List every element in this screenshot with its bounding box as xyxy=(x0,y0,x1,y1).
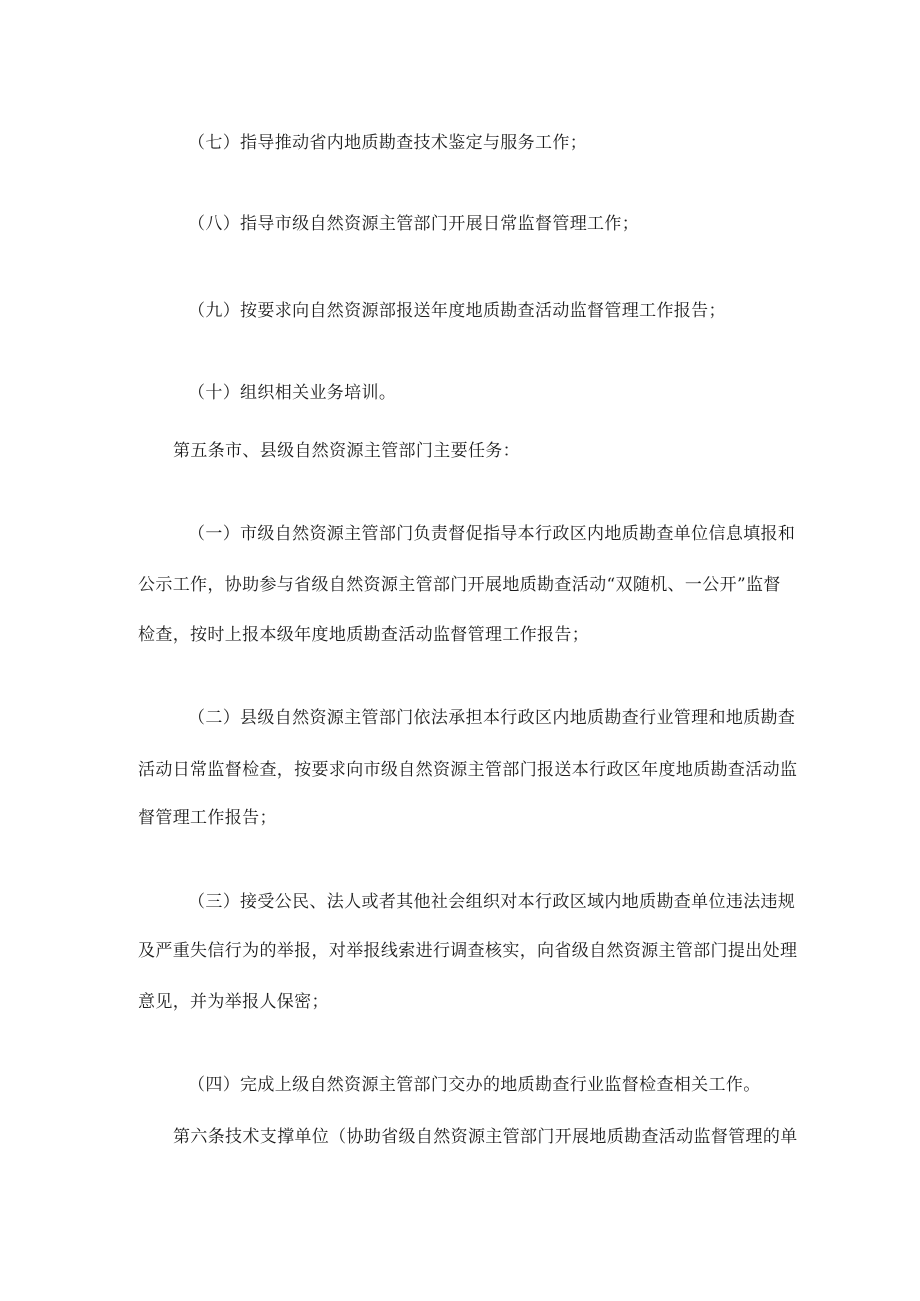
item-7-line: （七）指导推动省内地质勘查技术鉴定与服务工作； xyxy=(188,133,588,153)
item-10-line: （十）组织相关业务培训。 xyxy=(188,383,397,403)
article-5-item-1-line-2: 公示工作，协助参与省级自然资源主管部门开展地质勘查活动“双随机、一公开”监督 xyxy=(138,575,781,595)
article-6-heading-line: 第六条技术支撑单位（协助省级自然资源主管部门开展地质勘查活动监督管理的单 xyxy=(173,1127,798,1147)
article-5-heading: 第五条市、县级自然资源主管部门主要任务： xyxy=(173,441,520,461)
article-5-item-3-line-2: 及严重失信行为的举报，对举报线索进行调查核实，向省级自然资源主管部门提出处理 xyxy=(138,941,798,961)
article-5-item-4-line: （四）完成上级自然资源主管部门交办的地质勘查行业监督检查相关工作。 xyxy=(188,1075,761,1095)
article-5-item-1-line-1: （一）市级自然资源主管部门负责督促指导本行政区内地质勘查单位信息填报和 xyxy=(188,524,796,544)
article-5-item-3-line-1: （三）接受公民、法人或者其他社会组织对本行政区域内地质勘查单位违法违规 xyxy=(188,892,796,912)
article-5-item-2-line-3: 督管理工作报告； xyxy=(138,808,277,828)
article-5-item-1-line-3: 检查，按时上报本级年度地质勘查活动监督管理工作报告； xyxy=(138,625,590,645)
article-5-item-3-line-3: 意见，并为举报人保密； xyxy=(138,992,329,1012)
item-8-line: （八）指导市级自然资源主管部门开展日常监督管理工作； xyxy=(188,214,640,234)
article-5-item-2-line-1: （二）县级自然资源主管部门依法承担本行政区内地质勘查行业管理和地质勘查 xyxy=(188,708,796,728)
item-9-line: （九）按要求向自然资源部报送年度地质勘查活动监督管理工作报告； xyxy=(188,301,726,321)
article-5-item-2-line-2: 活动日常监督检查，按要求向市级自然资源主管部门报送本行政区年度地质勘查活动监 xyxy=(138,760,798,780)
